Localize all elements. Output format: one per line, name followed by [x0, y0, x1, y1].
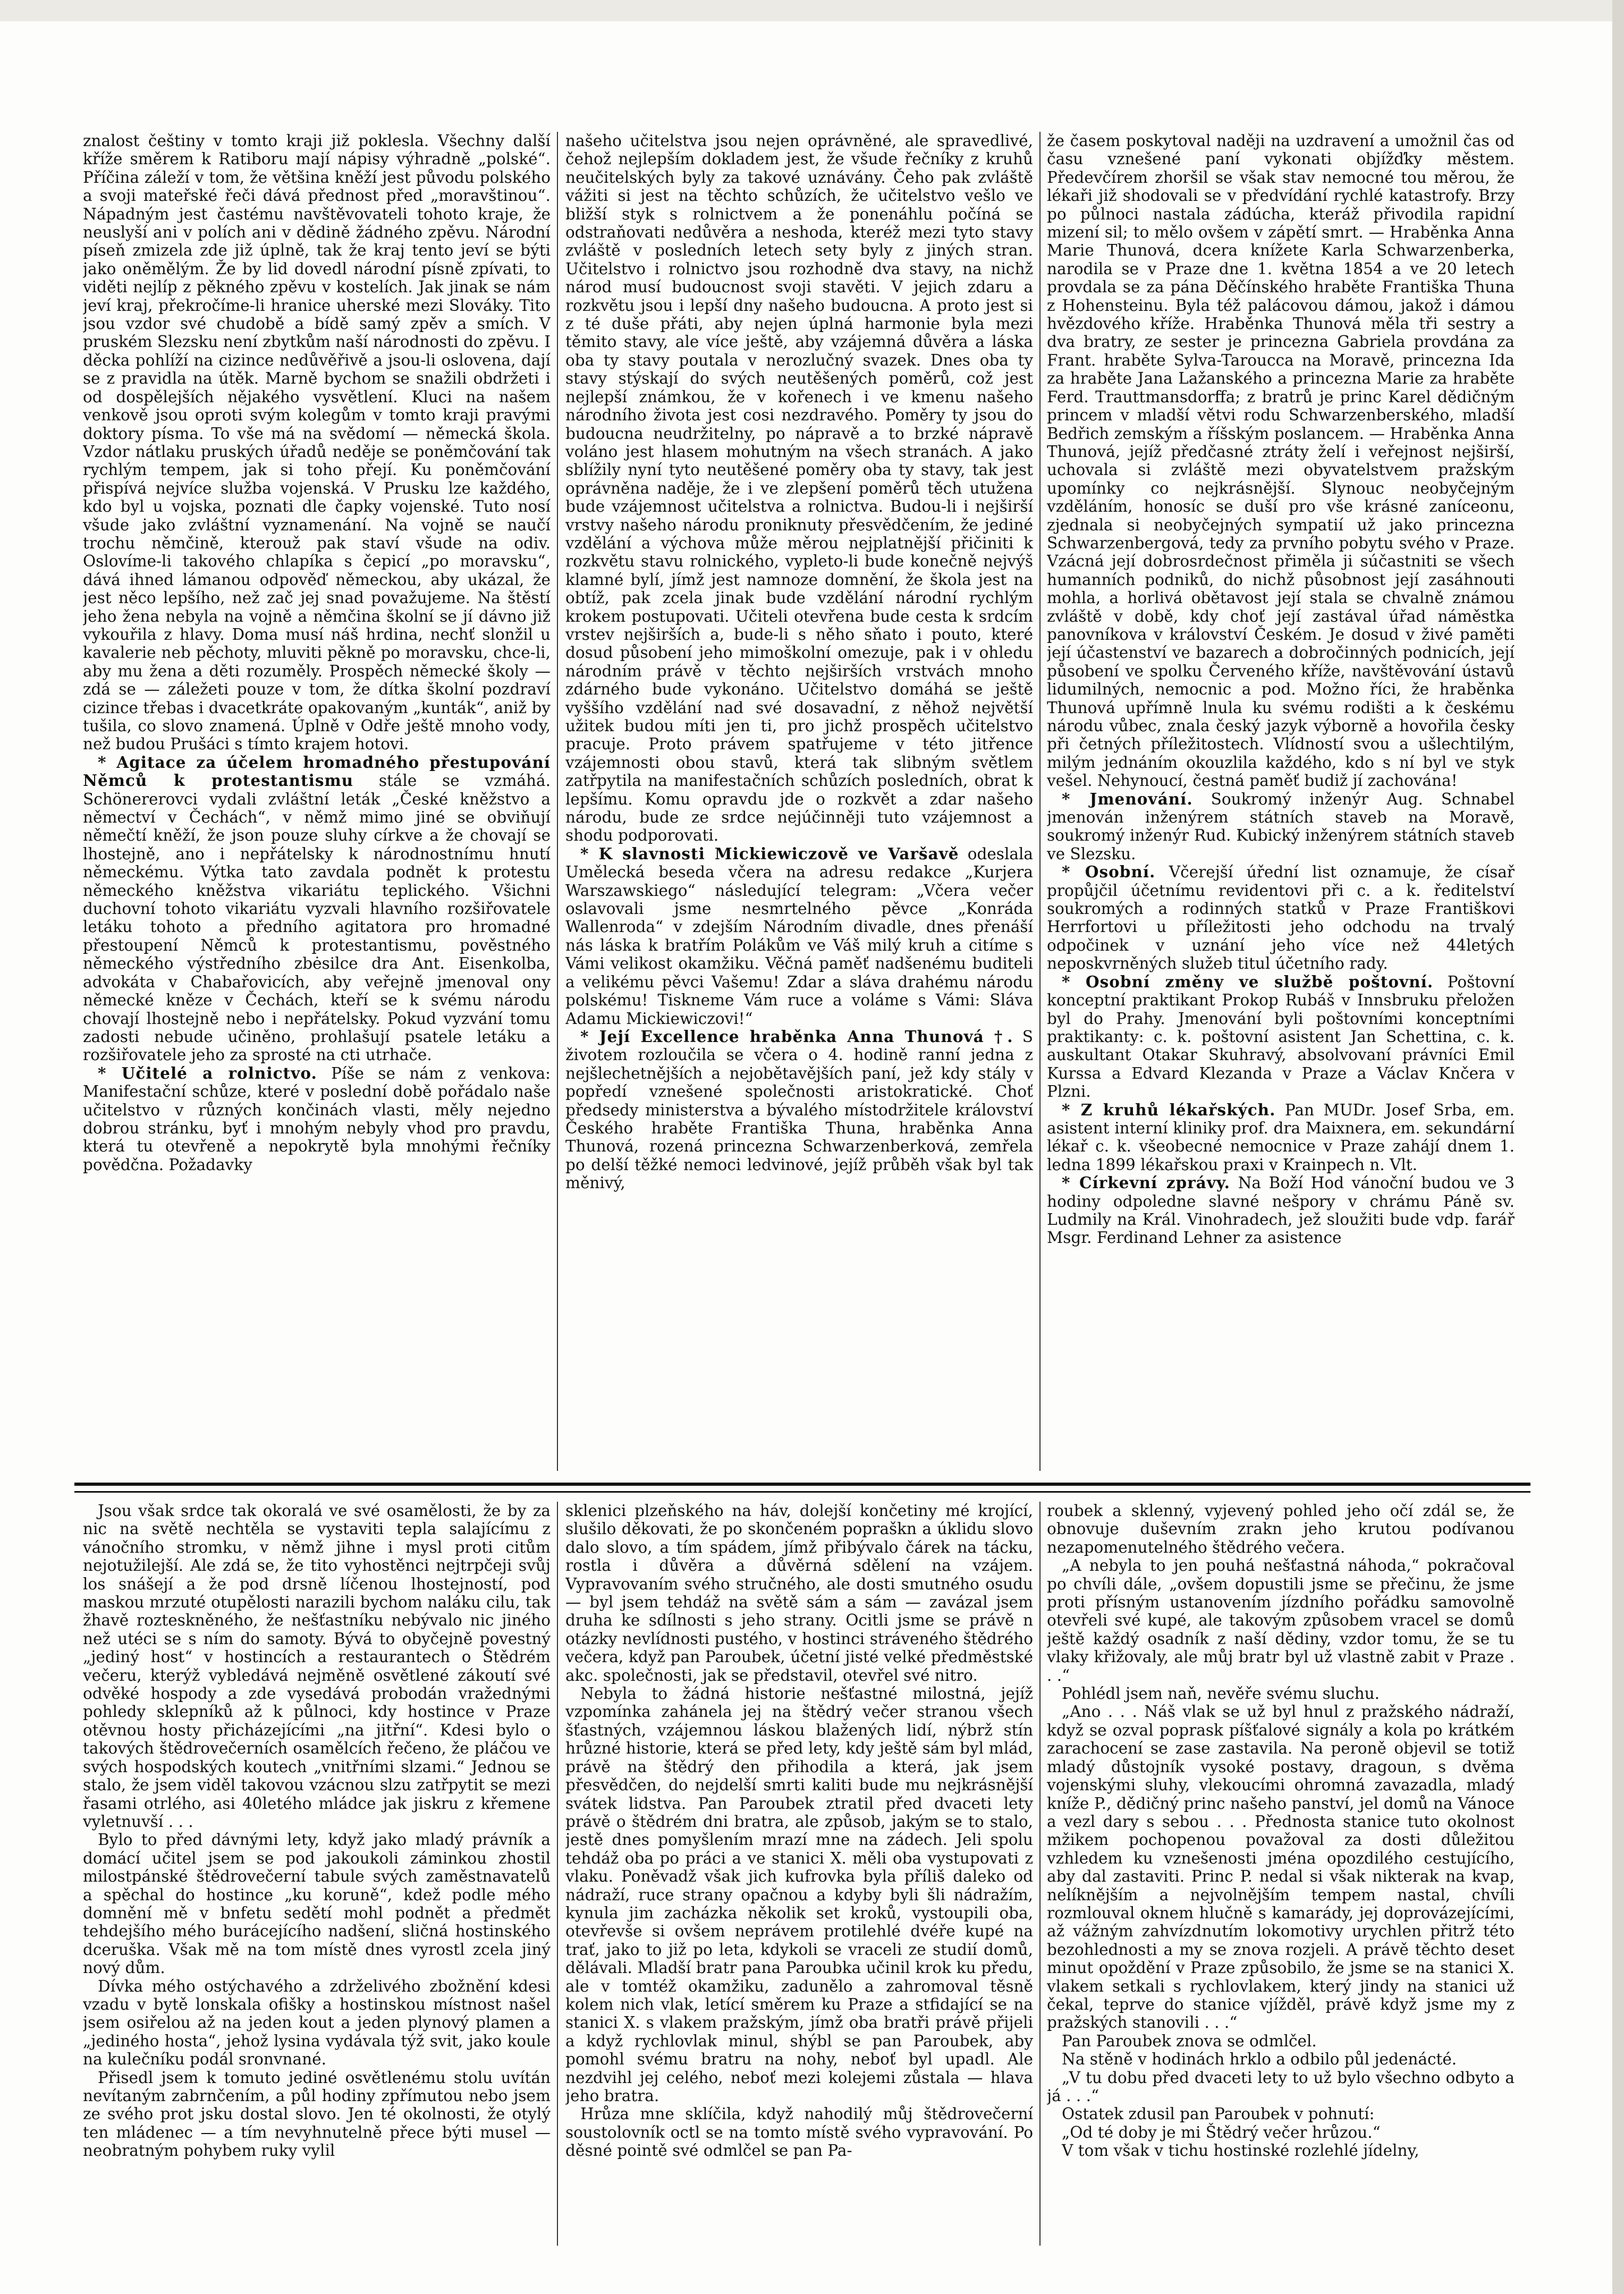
scan-edge	[0, 0, 1624, 21]
feuilleton-column-3	[1047, 1502, 1515, 2246]
article-text: Poštovní konceptní praktikant Prokop Rubáš v Innsbruku přeložen byl do Prahy. Jmenování byli poštovními konceptními praktikanty: c. k. poštovní asistent Jan Schettina, c. k. auskultant Otakar Skuhravý, absolvovaní právníci Emil Kurssa a Edvard Klezanda v Praze a Václav Knčera v Plzni.	[1047, 972, 1515, 1101]
feuilleton-column-1	[83, 1502, 551, 2246]
article-text: Píše se nám z venkova: Manifestační schůze, které v poslední době pořádalo naše učitelstvo v různých končinách vlasti, měly nejedno dobrou stránku, byť i mnohým nebyly vhod pro pravdu, která tu otevřeně a nepokrytě byla mnohými řečníky povědčna. Požadavky	[83, 1064, 551, 1174]
article-text: Na Boží Hod vánoční budou ve 3 hodiny odpoledne slavné nešpory v chrámu Páně sv. Ludmily na Král. Vinohradech, jež sloužiti bude vdp. farář Msgr. Ferdinand Lehner za asistence	[1047, 1174, 1515, 1247]
article-text: že časem poskytoval naději na uzdravení a umožnil čas od času vznešené paní vykonati objížďky městem. Předevčírem zhoršil se však stav nemocné tou měrou, že lékaři již shodovali se v předvídání rychlé katastrofy. Brzy po půlnoci nastala zádúcha, kteráž přivodila rapidní mizení sil; to mělo ovšem v zápětí smrt. — Hraběnka Anna Marie Thunová, dcera knížete Karla Schwarzenberka, narodila se v Praze dne 1. května 1854 a ve 20 letech provdala se za pána Děčínského hraběte Františka Thuna z Hohensteinu. Byla též palácovou dámou, jakož i dámou hvězdového kříže. Hraběnka Thunová měla tři sestry a dva bratry, ze sester je princezna Gabriela provdána za Frant. hraběte Sylva-Taroucca na Moravě, princezna Ida za hraběte Jana Lažanského a princezna Marie za hraběte Ferd. Trauttmansdorffa; z bratrů je princ Karel dědičným princem v mladší větvi rodu Schwarzenberského, mladší Bedřich zemským a říšským poslancem. — Hraběnka Anna Thunová, jejíž předčasné ztráty želí i veřejnost nejširší, uchovala si zvláště mezi obyvatelstvem pražským upomínky co nejkrásnější. Slynouc neobyčejným vzděláním, honosíc se duší pro vše krásné zaníceonu, zjednala si neobyčejných sympatií už jako princezna Schwarzenbergová, tedy za prvního pobytu svého v Praze. Vzácná její dobrosrdečnost přiměla ji súčastniti se všech humanních podniků, do nichž působnost její zasáhnouti mohla, a horlivá obětavost její stala se chvalně známou zvláště v době, kdy choť její zastával úřad náměstka panovníkova v království Českém. Je dosud v živé paměti její účastenství ve bazarech a dobročinných podnicích, její působení ve spolku Červeného kříže, navštěvování ústavů lidumilných, nemocnic a pod. Možno říci, že hraběnka Thunová upřímně lnula ku svému rodišti a k českému národu vůbec, znala český jazyk výborně a hovořila česky při četných příležitostech. Vlídností svou a ušlechtilým, milým jednáním okouzlila každého, kdo s ní byl ve styk vešel. Nehynoucí, čestná paměť budiž jí zachována!	[1047, 132, 1515, 790]
feuilleton-column-2	[565, 1502, 1033, 2246]
article-heading: * Osobní.	[1062, 862, 1156, 882]
article-text: našeho učitelstva jsou nejen oprávněné, ale spravedlivé, čehož nejlepším dokladem jest, že všude řečníky z kruhů neučitelských byly za takové uznávány. Čeho pak zvláště vážiti si jest na těchto schůzích, že učitelstvo vešlo ve bližší styk s rolnictvem a že ponenáhlu počíná se odstraňovati nedůvěra a neshoda, kteréž mezi tyto stavy zvláště v posledních letech sety byly z jiných stran. Učitelstvo i rolnictvo jsou rozhodně dva stavy, na nichž národ musí budoucnost svoji stavěti. V jejich zdaru a rozkvětu jsou i lepší dny našeho budoucna. A proto jest si z té duše přáti, aby nejen úplná harmonie byla mezi těmito stavy, ale více ještě, aby vzájemná důvěra a láska oba ty stavy poutala v nerozlučný svazek. Dnes oba ty stavy stýskají do svých neutěšených poměrů, což jest nejlepší známkou, že v kořenech i ve kmenu našeho národního života jest cosi nezdravého. Poměry ty jsou do budoucna neudržitelny, po nápravě a to brzké nápravě voláno jest hlasem mohutným na všech stranách. A jako sblížily nyní tyto neutěšené poměry oba ty stavy, tak jest oprávněna naděje, že i ve zlepšení poměrů těch utužena bude vzájemnost učitelstva a rolnictva. Budou-li i nejširší vrstvy našeho národu proniknuty přesvědčením, že jediné vzdělání a výchova může měrou nejplatnější přičiniti k rozkvětu stavu rolnického, vypleto-li bude konečně nejvýš klamné bylí, jímž jest namnoze domnění, že škola jest na obtíž, pak zcela jinak bude vzdělání národní rychlým krokem postupovati. Učiteli otevřena bude cesta k srdcím vrstev nejširších a, bude-li s něho sňato i pouto, které dosud působení jeho mimoškolní omezuje, pak i v ohledu národním právě v těchto nejširších vrstvách mnoho zdárného bude vykonáno. Učitelstvo domáhá se ještě vyššího vzdělání nad své dosavadní, z něhož největší užitek budou míti jen ti, pro jichž prospěch učitelstvo pracuje. Proto právem spatřujeme v této jitřence vzájemnosti obou stavů, která tak slibným světlem zatřpytila na manifestačních schůzích posledních, obrat k lepšímu. Komu opravdu jde o rozkvět a zdar našeho národu, bude ze srdce nejúčinněji tuto vzájemnost a shodu podporovati.	[565, 132, 1033, 845]
feuilleton-divider	[74, 1483, 1530, 1486]
column-rule	[1039, 132, 1041, 1471]
feuilleton-text: Přisedl jsem k tomuto jediné osvětlenému stolu uvítán nevítaným zabrnčením, a půl hodiny zpřímutou nebo jsem ze svého prot jsku dostal slovo. Jen té okolnosti, že otylý ten mládenec — a tím nevyhnutelně přece býti musel — neobratným pohybem ruky vylil	[83, 2068, 551, 2160]
column-rule	[1039, 1502, 1041, 2246]
news-column-3	[1047, 132, 1515, 1471]
feuilleton-text: sklenici plzeňského na háv, dolejší končetiny mé krojící, slušilo děkovati, že po skončeném popraškn a úklidu slovo dalo slovo, a tím spádem, jímž přibývalo čárek na tácku, rostla i důvěra a důvěrná sdělení na vzájem. Vypravovaním svého stručného, ale dosti smutného osudu — byl jsem tehdáž na světě sám a sám — zavázal jsem druha ke sdílnosti s jeho strany. Ocitli jsme se právě n otázky nevlídnosti pustého, v hostinci stráveného štědrého večera, když pan Paroubek, účetní jisté velké předměstské akc. společnosti, jak se představil, otevřel své nitro.	[565, 1502, 1033, 1684]
news-column-1	[83, 132, 551, 1471]
feuilleton-text: Jsou však srdce tak okoralá ve své osamělosti, že by za nic na světě nechtěla se vystaviti tepla salajícímu z vánočního stromku, v němž jihne i mysl proti citům nejotužilejší. Ale zdá se, že tito vyhostěnci nejtrpčeji svůj los snášejí a že pod drsně líčenou lhostejností, pod maskou mrzuté otupělosti narazili bychom naláku cilu, tak žhavě rozteskněného, že nešťastníku nebývalo nic jiného než utéci se s ním do samoty. Bývá to obyčejně povestný „jediný host“ v hostincích a restaurantech o Štědrém večeru, kterýž vybledává nejměně osvětlené zákoutí své odvěké hospody a zde vysedává probodán vražednými pohledy sklepníků až k půlnoci, kdy hostince v Praze otěvnou hosty přicházejícími „na jitřní“. Kdesi bylo o takových štědrovečerních osamělcích řečeno, že pláčou ve svých hospodských koutech „vnitřními slzami.“ Jednou se stalo, že jsem viděl takovou vzácnou slzu zatřpytit se mezi řasami otrlého, asi 40letého mládce jak jiskru z křemene vyletnuvší . . .	[83, 1502, 551, 1831]
article-text: odeslala Umělecká beseda včera na adresu redakce „Kurjera Warszawskiego“ následující telegram: „Včera večer oslavovali jsme nesmrtelného pěvce „Konráda Wallenroda“ v zdejším Národním divadle, dnes přenáší nás láska k bratřím Polákům ve Váš milý kruh a citíme s Vámi velikost okamžiku. Věčná paměť nadšenému buditeli a velikému pěvci Vašemu! Zdar a sláva drahému národu polskému! Tiskneme Vám ruce a voláme s Vámi: Sláva Adamu Mickiewiczovi!“	[565, 844, 1033, 1028]
column-rule	[557, 132, 558, 1471]
article-text: Včerejší úřední list oznamuje, že císař propůjčil účetnímu revidentovi při c. a k. ředitelství soukromých a rodinných statků v Praze Františkovi Herrfortovi u příležitosti jeho odchodu na trvalý odpočinek v uznání jeho více než 44letých neposkvrněných služeb titul účetního rady.	[1047, 863, 1515, 973]
feuilleton-text: Bylo to před dávnými lety, když jako mladý právník a domácí učitel jsem se pod jakoukoli záminkou zhostil milostpánské štědrovečerní tabule svých zaměstnavatelů a spěchal do hostince „ku koruně“, kdež podle mého domnění mě v bnfetu sedětí mohl podnět a předmět tehdejšího mého burácejícího nadšení, sličná hostinského dceruška. Však mě na tom místě dnes vyrostl zcela jiný nový dům.	[83, 1831, 551, 1977]
feuilleton-text: Nebyla to žádná historie nešťastné milostná, jejíž vzpomínka zahánela jej na štědrý večer stranou všech šťastných, vzájemnou láskou blažených lidí, nýbrž stín hrůzné historie, která se před lety, kdy ještě sám byl mlád, právě na štědrý den přihodila a která, jak jsem přesvědčen, do nejdelší smrti kaliti bude mu nejkrásnější svátek lidstva. Pan Paroubek ztratil před dvaceti lety právě o štědrém dni bratra, ale způsob, jakým se to stalo, jestě dnes pomyšlením mrazí mne na zádech. Jeli spolu tehdáž oba po práci a ve stanici X. měli oba vystupovati z vlaku. Poněvadž však jich kufrovka byla příliš daleko od nádraží, ruce strany opačnou a kdyby byli šli nádražím, kynula jim zacházka několik set kroků, vystoupili oba, otevřevše si ovšem neprávem protilehlé dvéře kupé na trať, jako to již po leta, kdykoli se vraceli ze studií domů, dělávali. Mladší bratr pana Paroubka učinil krok ku předu, ale v tomtéž okamžiku, zadunělo a zahromoval těsně kolem nich vlak, letící směrem ku Praze a stfidající se na stanici X. s vlakem pražským, jímž oba bratři právě přijeli a když rychlovlak minul, shýbl se pan Paroubek, aby pomohl svému bratru na nohy, neboť byl upadl. Ale nezdvihl jej celého, neboť mezi kolejemi zůstala — hlava jeho bratra.	[565, 1684, 1033, 2105]
article-slezsko-text: znalost češtiny v tomto kraji již poklesla. Všechny další kříže směrem k Ratiboru mají nápisy výhradně „polské“. Příčina záleží v tom, že většina kněží jest původu polského a svoji mateřské řeči dává přednost před „moravštinou“. Nápadným jest častému navštěvovateli tohoto kraje, že neuslyší ani v polích ani v dědině žádného zpěvu. Národní píseň zmizela zde již úplně, tak že kraj tento jeví se býti jako oněmělým. Že by lid dovedl národní písně zpívati, to viděti nejlíp z pěkného zpěvu v kostelích. Jak jinak se nám jeví kraj, překročíme-li hranice uherské mezi Slováky. Tito jsou vzdor své chudobě a bídě samý zpěv a smích. V pruském Slezsku není zbytkům naší národnosti do zpěvu. I děcka pohlíží na cizince nedůvěřivě a jsou-li oslovena, dají se z pravidla na útěk. Marně bychom se snažili obdržeti i od dospělejších nějakého vysvětlení. Kluci na našem venkově jsou oproti svým kolegům v tomto kraji pravými doktory písma. To vše má na svědomí — německá škola. Vzdor nátlaku pruských úřadů nedějе se poněmčování tak rychlým tempem, jak si toho přejí. Ku poněmčování přispívá nejvíce služba vojenská. V Prusku lze každého, kdo byl u vojska, poznati dle čapky vojenské. Tuto nosí všude jako zvláštní vyznamenání. Na vojně se naučí trochu němčině, kterouž pak staví všude na odiv. Oslovíme-li takového chlapíka s čepicí „po moravsku“, dává ihned lámanou odpověď německou, aby ukázal, že jest něco lepšího, než zač jej snad považujeme. Na štěstí jeho žena nebyla na vojně a němčina školní se jí dávno již vykouřila z hlavy. Doma musí náš hrdina, nechť slonžil u kavalerie neb pěchoty, mluviti pěkně po moravsku, chce-li, aby mu žena a děti rozuměly. Prospěch německé školy — zdá se — záležeti pouze v tom, že dítka školní pozdraví cizince třebas i dvacetkráte opakovaným „kunták“, aniž by tušila, co slovo znamená. Úplně v Odře ještě mnoho vody, než budou Prušáci s tímto krajem hotovi.	[83, 132, 551, 754]
article-heading: * Agitace za účelem hromadného přestupování Němců k protestantismu	[83, 752, 551, 790]
scan-edge	[1612, 0, 1624, 2294]
column-rule	[557, 1502, 558, 2246]
article-heading: * Jmenování.	[1062, 789, 1193, 808]
feuilleton-text: V tom však v tichu hostinské rozlehlé jídelny,	[1062, 2141, 1419, 2160]
article-text: Pan MUDr. Josef Srba, em. asistent interní kliniky prof. dra Maixnera, em. sekundární lékař c. k. všeobecné nemocnice v Praze zahájí dnem 1. ledna 1899 lékařskou praxi v Krainpech n. Vlt.	[1047, 1101, 1515, 1174]
feuilleton-text: „V tu dobu před dvaceti lety to už bylo všechno odbyto a já . . .“	[1047, 2068, 1515, 2105]
feuilleton-text: „Ano . . . Náš vlak se už byl hnul z pražského nádraží, když se ozval poprask píšťalové signály a kola po krátkém zarachocení se zase zastavila. Na peroně objevil se totiž mladý důstojník vysoké postavy, dragoun, s dvěma vojenskými sluhy, vlekoucími ohromná zavazadla, mladý kníže P., dědičný princ našeho panství, jel domů na Vánoce a vezl dary s sebou . . . Přednosta stanice tuto okolnost mžikem pochopenou považoval za dosti důležitou vzhledem ku vznešenosti jména opozdilého cestujícího, aby dal zastaviti. Princ P. nedal si však nikterak na kvap, nelíknějším a nejvolnějším tempem nastal, chvíli rozmlouval oknem hlučně s kamarády, jej doprovázejícími, až vážným zahvízdnutím lokomotivy urychlen přitrž této bezohlednosti a my se znova rozjeli. A právě těchto deset minut opoždění v Praze způsobilo, že jsme se na stanici X. vlakem setkali s rychlovlakem, který jindy na stanici už čekal, teprve do stanice vjížděl, právě když jsme my z pražských stanovili . . .“	[1047, 1703, 1515, 2032]
feuilleton-text: roubek a sklenný, vyjevený pohled jeho očí zdál se, že obnovuje duševním zrakn jeho krutou podívanou nezapomenutelného štědrého večera.	[1047, 1502, 1515, 1556]
article-heading: * K slavnosti Mickiewiczově ve Varšavě	[580, 844, 959, 863]
feuilleton-text: Pohlédl jsem naň, nevěře svému sluchu.	[1062, 1684, 1380, 1703]
feuilleton-text: Hrůza mne sklíčila, když nahodilý můj štědrovečerní soustolovník octl se na tomto místě svého vypravování. Po děsné pointě své odmlčel se pan Pa-	[565, 2105, 1033, 2160]
article-heading: * Osobní změny ve službě poštovní.	[1062, 972, 1434, 991]
article-heading: * Její Excellence hraběnka Anna Thunová †.	[580, 1027, 1013, 1046]
feuilleton-text: Dívka mého ostýchavého a zdrželivého zbožnění kdesi vzadu v bytě lonskala ofišky a hostinskou místnost našel jsem osiřelou až na jeden kout a jeden plynový plamen a „jediného hosta“, jehož lysina vydávala týž svit, jako koule na kulečníku podál sronvnané.	[83, 1977, 551, 2069]
feuilleton-text: „A nebyla to jen pouhá nešťastná náhoda,“ pokračoval po chvíli dále, „ovšem dopustili jsme se přečinu, že jsme proti přísným ustanovením jízdního pořádku samovolně otevřeli své kupé, ale takovým způsobem vracel se domů ještě každý osadník z naší dědiny, vzdor tomu, že se tu vlaky křižovaly, ale můj bratr byl už vlastně zabit v Praze . . .“	[1047, 1556, 1515, 1684]
feuilleton-divider	[74, 1491, 1530, 1493]
article-text: stále se vzmáhá. Schönererovci vydali zvláštní leták „České kněžstvo a němectví v Čechách“, v němž mimo jiné se obviňují němečtí kněží, že json pouze sluhy církve a že chovají se lhostejně, ano i nepřátelsky k národnostnímu hnutí německému. Výtka tato zavdala podnět k protestu německého kněžstva vikariátu teplického. Všichni duchovní tohoto vikariátu vyzvali hlavního rozšiřovatele letáku tohoto a předního agitatora pro hromadné přestoupení Němců k protestantismu, pověstného německého výstředního zbėsilce dra Ant. Eisenkolba, advokáta v Chabařovicích, aby veřejně jmenoval ony německé kněze v Čechách, kteří se k svému národu chovají lhostejně nebo i nepřátelsky. Pokud vyzvání tomu zadosti nebude učiněno, prohlašují psatele letáku a rozšiřovatele jeho za sprosté na cti utrhače.	[83, 772, 551, 1064]
feuilleton-text: „Od té doby je mi Štědrý večer hrůzou.“	[1062, 2123, 1381, 2141]
feuilleton-text: Pan Paroubek znova se odmlčel.	[1062, 2031, 1317, 2050]
feuilleton-text: Na stěně v hodinách hrklo a odbilo půl jedenácté.	[1062, 2050, 1457, 2069]
article-text: S životem rozloučila se včera o 4. hodině ranní jedna z nejšlechetnějších a nejobětavějších paní, jež kdy stály v popředí vznešené společnosti aristokratické. Choť předsedy ministerstva a bývalého místodržitele království Českého hraběte Františka Thuna, hraběnka Anna Thunová, rozená princezna Schwarzenberková, zemřela po delší těžké nemoci ledvinové, jejíž průběh však byl tak měnivý,	[565, 1027, 1033, 1192]
news-column-2	[565, 132, 1033, 1471]
feuilleton-text: Ostatek zdusil pan Paroubek v pohnutí:	[1062, 2105, 1375, 2123]
article-text: Soukromý inženýr Aug. Schnabel jmenován inženýrem státních staveb na Moravě, soukromý inženýr Rud. Kubický inženýrem státních staveb ve Slezsku.	[1047, 790, 1515, 863]
article-heading: * Učitelé a rolnictvo.	[98, 1063, 317, 1082]
article-heading: * Z kruhů lékařských.	[1062, 1100, 1276, 1119]
article-heading: * Církevní zprávy.	[1062, 1173, 1230, 1192]
